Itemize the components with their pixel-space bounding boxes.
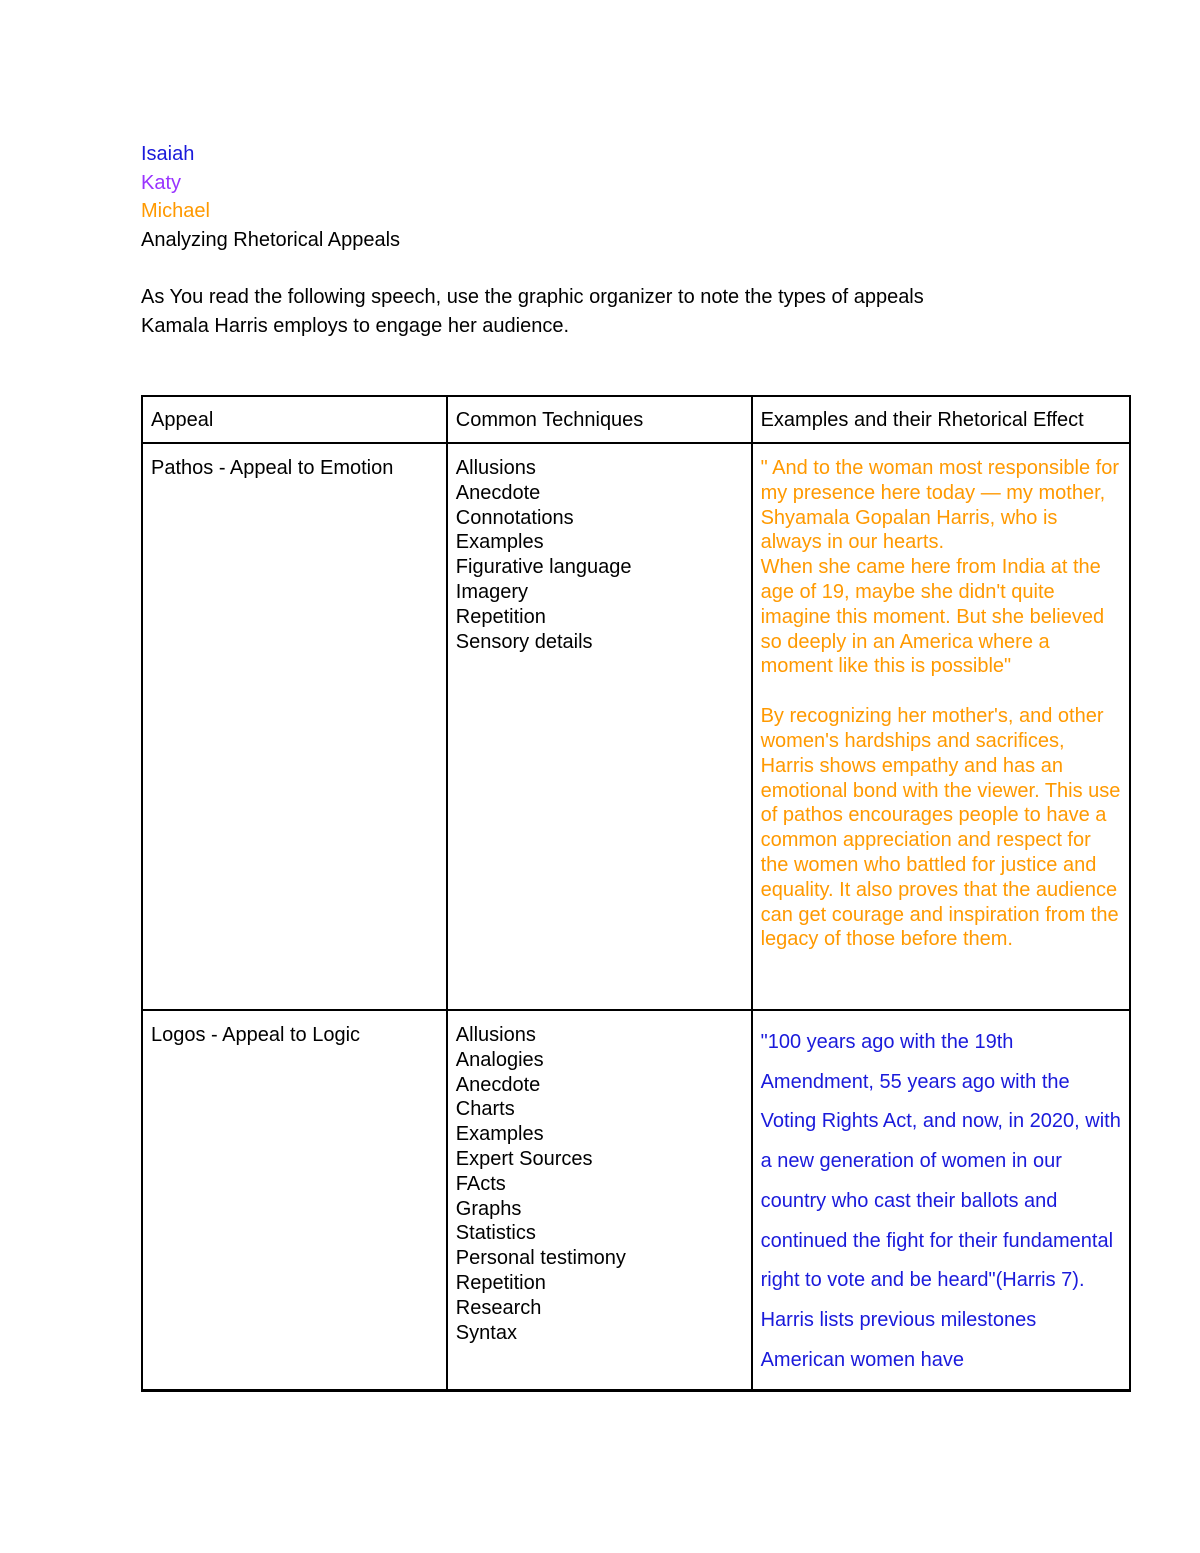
technique-item: Charts xyxy=(455,1098,515,1121)
technique-item: FActs xyxy=(455,1172,506,1195)
header-appeal: Appeal xyxy=(142,396,447,443)
instructions xyxy=(141,283,924,341)
paragraph-spacer xyxy=(761,679,1123,704)
instructions-line-2: Kamala Harris employs to engage her audience. xyxy=(141,315,570,337)
technique-item: Repetition xyxy=(455,1271,546,1294)
technique-item: Personal testimony xyxy=(455,1247,626,1270)
example-quote-continued: When she came here from India at the age of 19, maybe she didn't quite imagine this moment. But she believed so deeply in an America where a moment like this is possible" xyxy=(760,556,1105,678)
table-header-row xyxy=(142,396,1130,443)
page-title: Analyzing Rhetorical Appeals xyxy=(141,228,401,251)
technique-item: Anecdote xyxy=(455,1073,541,1096)
table-row-pathos xyxy=(142,443,1130,1010)
technique-item: Repetition xyxy=(455,605,546,628)
techniques-cell xyxy=(447,443,752,1010)
techniques-cell xyxy=(447,1010,752,1390)
technique-item: Graphs xyxy=(455,1197,522,1220)
instructions-line-1: As You read the following speech, use the graphic organizer to note the types of appeals xyxy=(141,286,924,308)
name-isaiah: Isaiah xyxy=(141,143,195,165)
technique-item: Sensory details xyxy=(455,630,593,653)
header-techniques: Common Techniques xyxy=(447,396,752,443)
technique-item: Expert Sources xyxy=(455,1147,593,1170)
appeal-cell: Logos - Appeal to Logic xyxy=(142,1010,447,1390)
technique-item: Statistics xyxy=(455,1222,536,1245)
technique-item: Analogies xyxy=(455,1048,544,1071)
technique-item: Examples xyxy=(455,1123,544,1146)
technique-item: Allusions xyxy=(455,457,536,479)
graphic-organizer-table xyxy=(141,395,1131,1392)
header-block xyxy=(141,140,400,254)
technique-item: Figurative language xyxy=(455,556,632,579)
example-text: "100 years ago with the 19th Amendment, 55 years ago with the Voting Rights Act, and now, in 2020, with a new generation of women in our country who cast their ballots and continued the fight for their fundamental right to vote and be heard"(Harris 7). Harris lists previous milestones American women have xyxy=(760,1031,1121,1371)
examples-cell xyxy=(752,443,1130,1010)
examples-cell xyxy=(752,1010,1130,1390)
technique-item: Imagery xyxy=(455,580,529,603)
example-quote: " And to the woman most responsible for my presence here today — my mother, Shyamala Gopalan Harris, who is always in our hearts. xyxy=(760,457,1119,554)
technique-item: Research xyxy=(455,1296,542,1319)
appeal-cell: Pathos - Appeal to Emotion xyxy=(142,443,447,1010)
table-row-logos xyxy=(142,1010,1130,1390)
technique-item: Syntax xyxy=(455,1321,517,1344)
header-examples: Examples and their Rhetorical Effect xyxy=(752,396,1130,443)
technique-item: Connotations xyxy=(455,506,574,529)
name-katy: Katy xyxy=(141,171,182,194)
rhetorical-effect: By recognizing her mother's, and other women's hardships and sacrifices, Harris shows empathy and has an emotional bond with the viewer. This use of pathos encourages people to have a common appreciation and respect for the women who battled for justice and equality. It also proves that the audience can get courage and inspiration from the legacy of those before them. xyxy=(760,705,1121,951)
technique-item: Examples xyxy=(455,531,544,554)
technique-item: Allusions xyxy=(455,1024,536,1046)
name-michael: Michael xyxy=(141,200,210,223)
technique-item: Anecdote xyxy=(455,481,541,504)
